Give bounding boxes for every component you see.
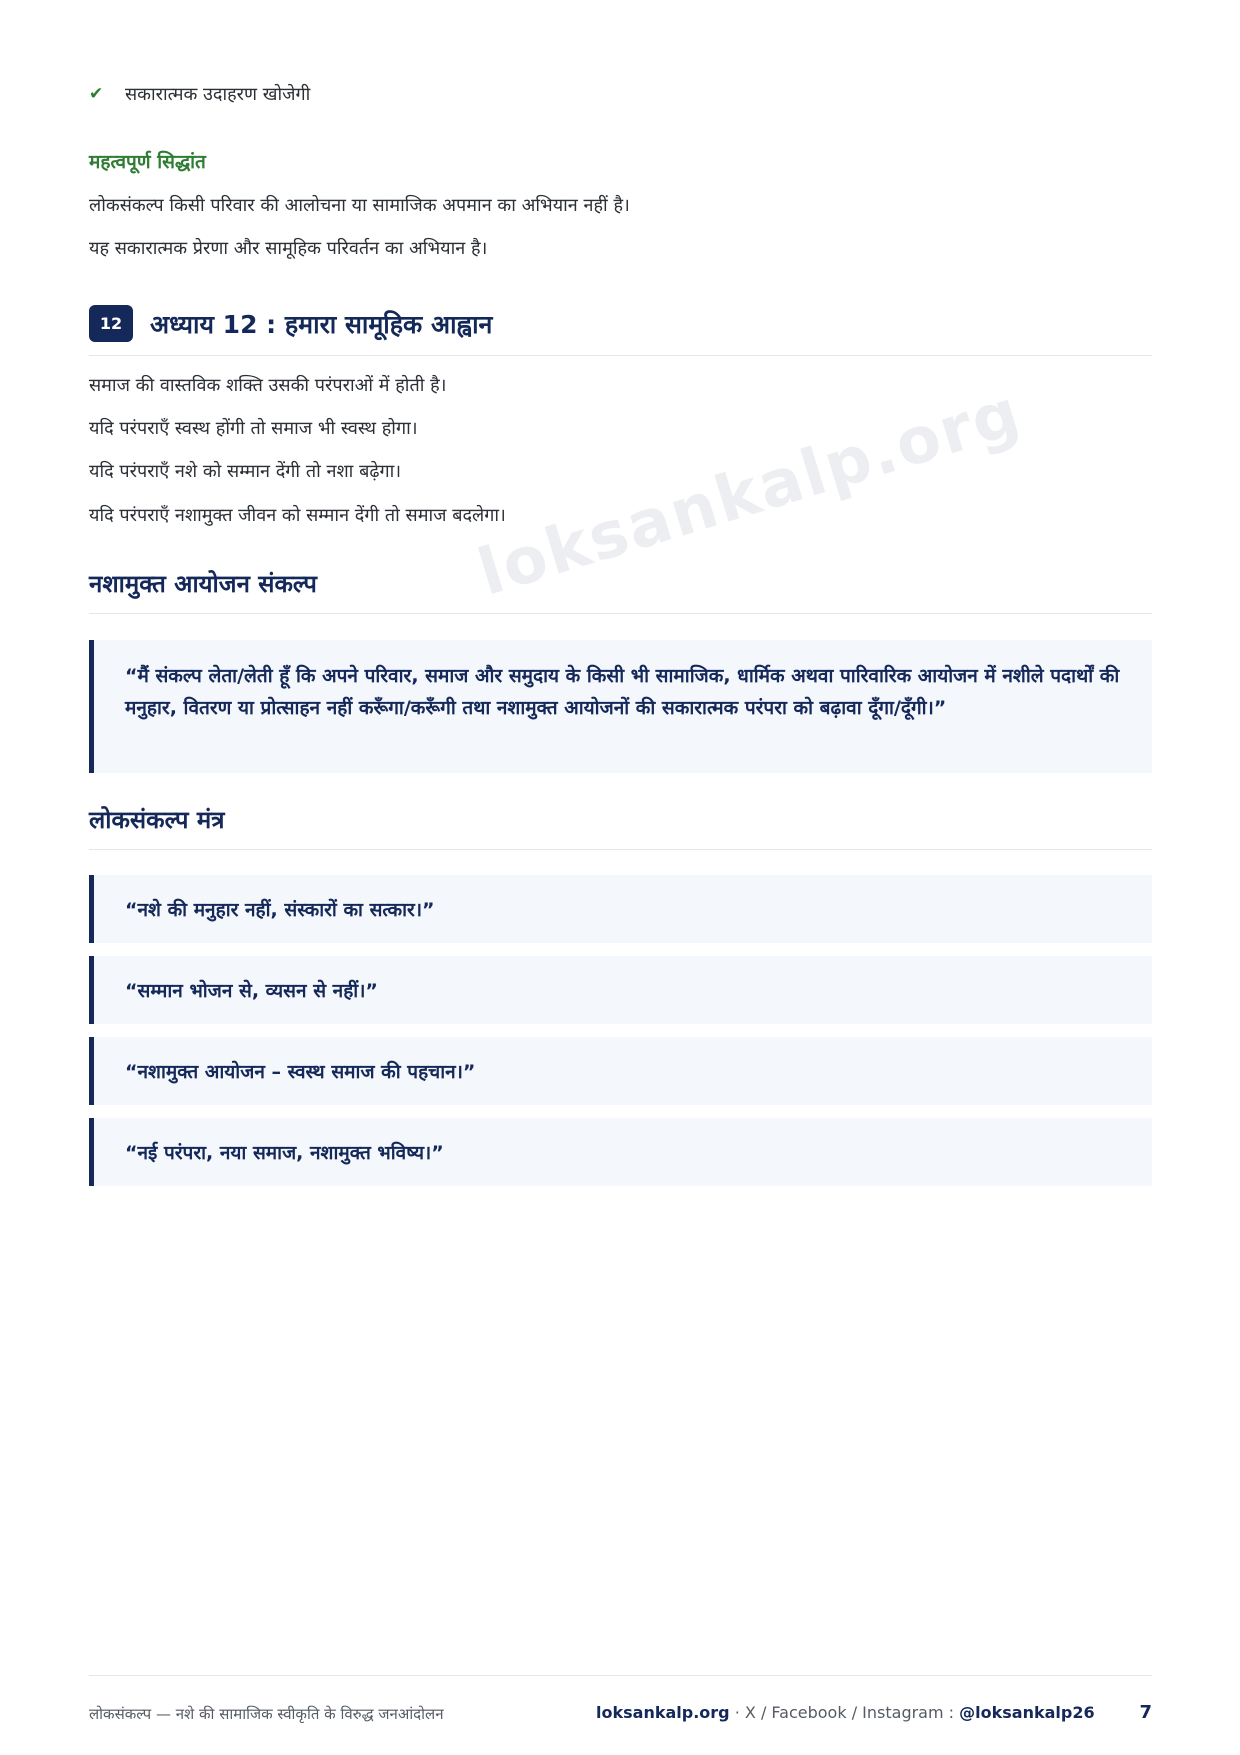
pledge-quote: “मैं संकल्प लेता/लेती हूँ कि अपने परिवार, समाज और समुदाय के किसी भी सामाजिक, धार्मिक अथवा पारिवारिक आयोजन में नशीले पदार्थों की मनुहार, वितरण या प्रोत्साहन नहीं करूँगा/करूँगी तथा नशामुक्त आयोजनों की सकारात्मक परंपरा को बढ़ावा दूँगा/दूँगी।”: [89, 640, 1152, 773]
footer-handle[interactable]: @loksankalp26: [959, 1703, 1095, 1722]
mantra-title: लोकसंकल्प मंत्र: [89, 806, 225, 834]
principle-heading: महत्वपूर्ण सिद्धांत: [89, 151, 206, 173]
chapter-title: अध्याय 12 : हमारा सामूहिक आह्वान: [150, 310, 493, 339]
footer-tagline: लोकसंकल्प — नशे की सामाजिक स्वीकृति के विरुद्ध जनआंदोलन: [89, 1705, 444, 1723]
mantra-quote: “नई परंपरा, नया समाज, नशामुक्त भविष्य।”: [89, 1118, 1152, 1186]
principle-line: यह सकारात्मक प्रेरणा और सामूहिक परिवर्तन का अभियान है।: [89, 238, 488, 259]
page-footer: [89, 1675, 1152, 1736]
chapter-line: यदि परंपराएँ नशामुक्त जीवन को सम्मान देंगी तो समाज बदलेगा।: [89, 505, 506, 526]
page-number: 7: [1139, 1702, 1152, 1723]
chapter-number-badge: 12: [89, 305, 133, 342]
chapter-line: यदि परंपराएँ नशे को सम्मान देंगी तो नशा बढ़ेगा।: [89, 461, 402, 482]
checklist-item-text: सकारात्मक उदाहरण खोजेगी: [125, 84, 311, 105]
mantra-quote: “सम्मान भोजन से, व्यसन से नहीं।”: [89, 956, 1152, 1024]
chapter-line: यदि परंपराएँ स्वस्थ होंगी तो समाज भी स्वस्थ होगा।: [89, 418, 418, 439]
checklist-item: [89, 82, 310, 106]
pledge-section-heading: [89, 567, 1152, 614]
footer-separator: ·: [734, 1703, 740, 1722]
footer-links: [596, 1703, 1095, 1722]
watermark: loksankalp.org: [470, 375, 1030, 611]
footer-social-label: X / Facebook / Instagram :: [744, 1703, 955, 1722]
checkmark-icon: ✔: [89, 84, 104, 104]
mantra-quote: “नशामुक्त आयोजन – स्वस्थ समाज की पहचान।”: [89, 1037, 1152, 1105]
mantra-quote: “नशे की मनुहार नहीं, संस्कारों का सत्कार।”: [89, 875, 1152, 943]
principle-line: लोकसंकल्प किसी परिवार की आलोचना या सामाजिक अपमान का अभियान नहीं है।: [89, 195, 630, 216]
footer-site-link[interactable]: loksankalp.org: [596, 1703, 730, 1722]
chapter-heading: [89, 305, 1152, 356]
chapter-line: समाज की वास्तविक शक्ति उसकी परंपराओं में होती है।: [89, 375, 447, 396]
mantra-section-heading: [89, 803, 1152, 850]
pledge-title: नशामुक्त आयोजन संकल्प: [89, 570, 317, 598]
